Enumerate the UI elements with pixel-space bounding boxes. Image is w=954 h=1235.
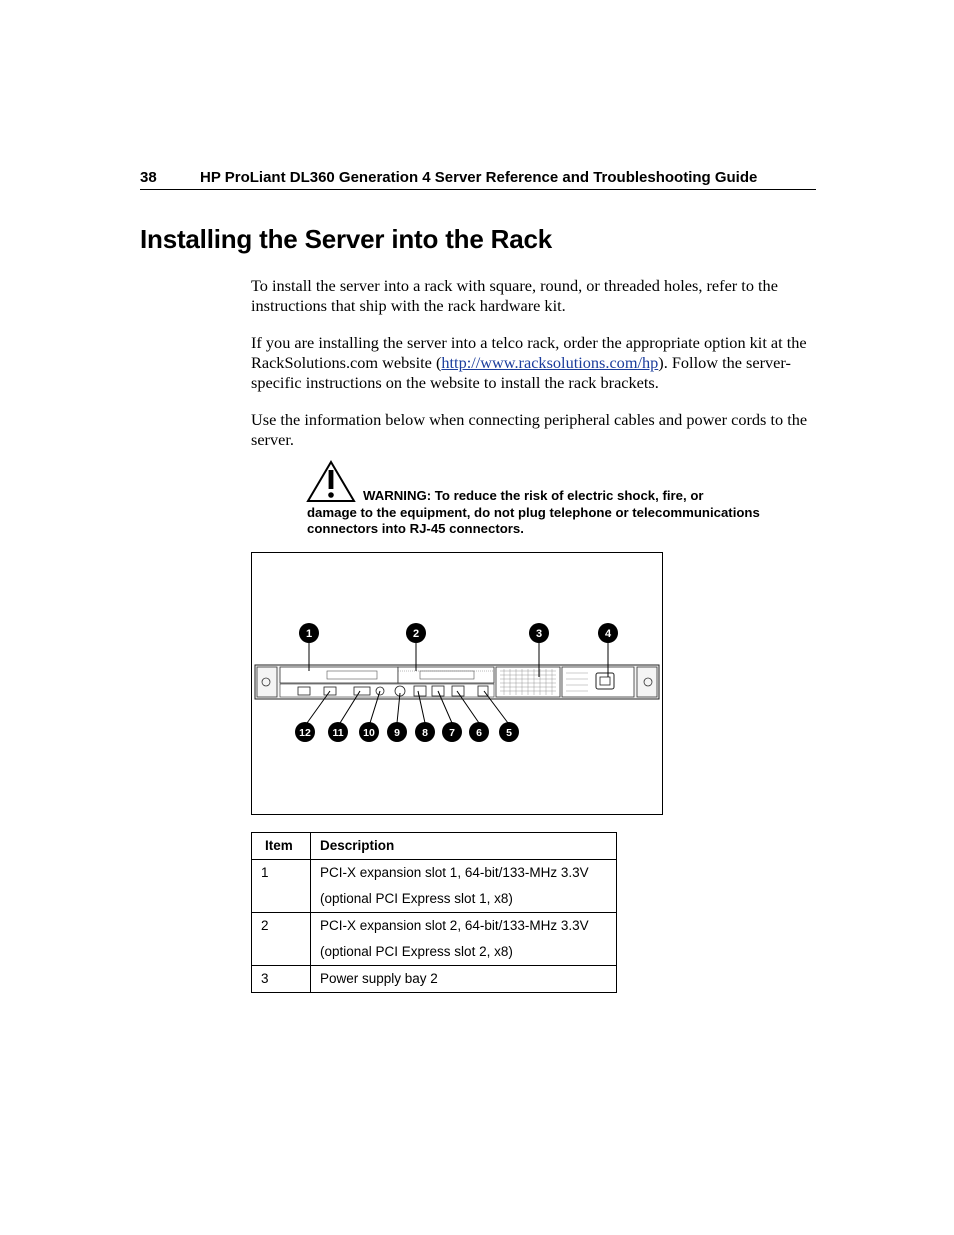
item-description-table bbox=[251, 832, 617, 993]
svg-text:4: 4 bbox=[604, 628, 612, 640]
callout-12 bbox=[295, 722, 315, 742]
table-row bbox=[252, 860, 617, 913]
svg-text:5: 5 bbox=[506, 727, 512, 739]
svg-text:8: 8 bbox=[422, 727, 428, 739]
svg-text:2: 2 bbox=[412, 628, 420, 640]
item-description bbox=[311, 860, 617, 913]
page-number: 38 bbox=[140, 169, 157, 186]
description-line: PCI-X expansion slot 2, 64-bit/133-MHz 3.3V bbox=[320, 918, 589, 933]
table-row bbox=[252, 913, 617, 966]
callout-10 bbox=[359, 722, 379, 742]
callout-9 bbox=[387, 722, 407, 742]
item-description bbox=[311, 966, 617, 993]
callout-8 bbox=[415, 722, 435, 742]
svg-text:11: 11 bbox=[332, 727, 344, 739]
section-title: Installing the Server into the Rack bbox=[140, 224, 552, 254]
callout-2 bbox=[406, 623, 426, 643]
paragraph-telco-rack bbox=[251, 333, 817, 393]
ac-power-connector bbox=[596, 673, 614, 689]
item-number: 1 bbox=[252, 860, 311, 913]
paragraph-rack-hardware: To install the server into a rack with square, round, or threaded holes, refer to the instructions that ship with the rack hardware kit. bbox=[251, 276, 778, 315]
svg-text:3: 3 bbox=[535, 628, 543, 640]
pci-slot-1 bbox=[280, 667, 398, 683]
warning-lead: WARNING: To reduce the risk of electric shock, fire, or bbox=[363, 488, 704, 503]
description-line: (optional PCI Express slot 2, x8) bbox=[320, 944, 513, 959]
racksolutions-link[interactable]: http://www.racksolutions.com/hp bbox=[441, 353, 659, 372]
item-description bbox=[311, 913, 617, 966]
document-title: HP ProLiant DL360 Generation 4 Server Reference and Troubleshooting Guide bbox=[200, 169, 758, 186]
pci-slot-2 bbox=[398, 667, 494, 683]
callout-11 bbox=[328, 722, 348, 742]
svg-text:7: 7 bbox=[449, 727, 455, 739]
item-number: 3 bbox=[252, 966, 311, 993]
svg-text:9: 9 bbox=[394, 727, 400, 739]
warning-text bbox=[307, 488, 777, 538]
callout-1 bbox=[299, 623, 319, 643]
svg-text:12: 12 bbox=[299, 727, 311, 739]
description-line: Power supply bay 2 bbox=[320, 971, 438, 986]
server-rear-panel-figure bbox=[251, 552, 663, 815]
svg-text:6: 6 bbox=[476, 727, 482, 739]
callout-4 bbox=[598, 623, 618, 643]
description-line: PCI-X expansion slot 1, 64-bit/133-MHz 3.3V bbox=[320, 865, 589, 880]
svg-text:10: 10 bbox=[363, 727, 375, 739]
column-header-description: Description bbox=[311, 833, 617, 860]
telco-text-end: ). Follow the server-specific instructions on the website to install the rack brackets. bbox=[251, 353, 791, 392]
description-line: (optional PCI Express slot 1, x8) bbox=[320, 891, 513, 906]
callout-5 bbox=[499, 722, 519, 742]
running-header bbox=[140, 168, 816, 190]
table-header-row bbox=[252, 833, 617, 860]
rear-panel-illustration bbox=[252, 553, 662, 814]
callout-6 bbox=[469, 722, 489, 742]
callout-3 bbox=[529, 623, 549, 643]
paragraph-peripheral-cables: Use the information below when connecting peripheral cables and power cords to the server. bbox=[251, 410, 808, 449]
column-header-item: Item bbox=[252, 833, 311, 860]
telco-text-start: If you are installing the server into a telco rack, order the appropriate option kit at the RackSolutions.com website ( bbox=[251, 333, 807, 372]
item-number: 2 bbox=[252, 913, 311, 966]
warning-body: damage to the equipment, do not plug telephone or telecommunications connectors into RJ-45 connectors. bbox=[307, 504, 760, 536]
svg-text:1: 1 bbox=[305, 628, 313, 640]
table-row bbox=[252, 966, 617, 993]
callout-7 bbox=[442, 722, 462, 742]
